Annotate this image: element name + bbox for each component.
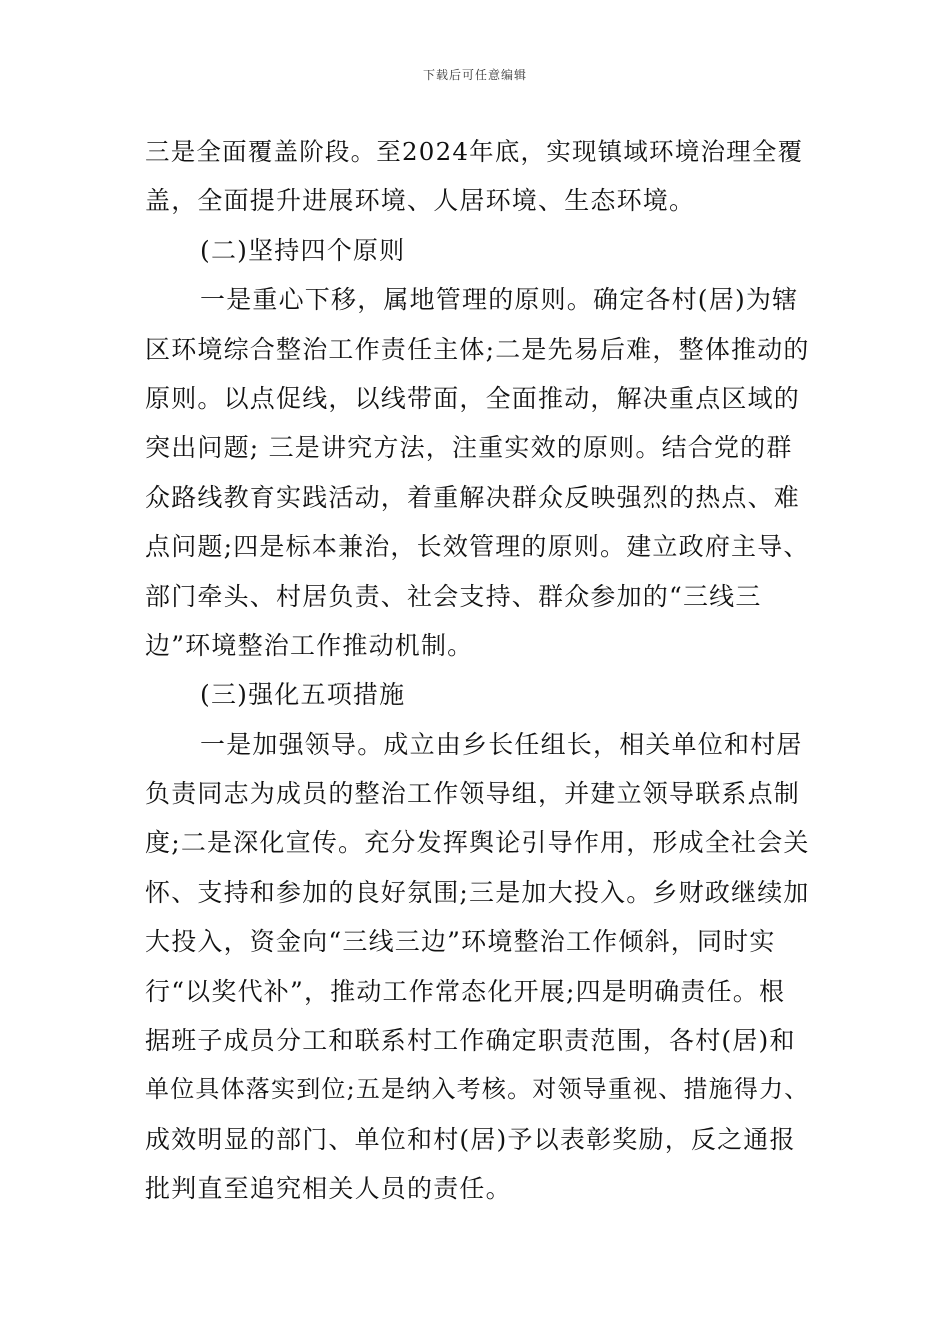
text-line: 点问题;四是标本兼治，长效管理的原则。建立政府主导、: [145, 532, 810, 562]
text-line: 怀、支持和参加的良好氛围;三是加大投入。乡财政继续加: [145, 877, 810, 907]
text-line: 部门牵头、村居负责、社会支持、群众参加的“三线三: [145, 581, 762, 611]
text-line: 边”环境整治工作推动机制。: [145, 630, 474, 660]
text-line: 三是全面覆盖阶段。至2024年底，实现镇域环境治理全覆: [145, 137, 804, 166]
text-line: 一是重心下移，属地管理的原则。确定各村(居)为辖: [200, 285, 799, 315]
text-line: 区环境综合整治工作责任主体;二是先易后难，整体推动的: [145, 334, 810, 364]
text-line: 突出问题; 三是讲究方法，注重实效的原则。结合党的群: [145, 433, 793, 463]
text-line: 众路线教育实践活动，着重解决群众反映强烈的热点、难: [145, 482, 801, 512]
text-line: 单位具体落实到位;五是纳入考核。对领导重视、措施得力、: [145, 1075, 810, 1104]
text-line: 负责同志为成员的整治工作领导组，并建立领导联系点制: [145, 779, 801, 809]
text-line: 行“以奖代补”，推动工作常态化开展;四是明确责任。根: [145, 976, 786, 1006]
section-heading: (三)强化五项措施: [200, 680, 406, 710]
section-heading: (二)坚持四个原则: [200, 235, 406, 265]
document-body: [145, 127, 815, 1214]
text-line: 大投入，资金向“三线三边”环境整治工作倾斜，同时实: [145, 927, 776, 957]
text-line: 盖，全面提升进展环境、人居环境、生态环境。: [145, 186, 696, 216]
text-line: 度;二是深化宣传。充分发挥舆论引导作用，形成全社会关: [145, 828, 810, 858]
text-line: 批判直至追究相关人员的责任。: [145, 1174, 512, 1204]
header-note: 下载后可任意编辑: [422, 68, 527, 82]
text-line: 原则。以点促线，以线带面，全面推动，解决重点区域的: [145, 383, 801, 413]
text-line: 一是加强领导。成立由乡长任组长，相关单位和村居: [200, 729, 803, 759]
text-line: 据班子成员分工和联系村工作确定职责范围，各村(居)和: [145, 1026, 796, 1056]
text-line: 成效明显的部门、单位和村(居)予以表彰奖励，反之通报: [145, 1124, 796, 1154]
